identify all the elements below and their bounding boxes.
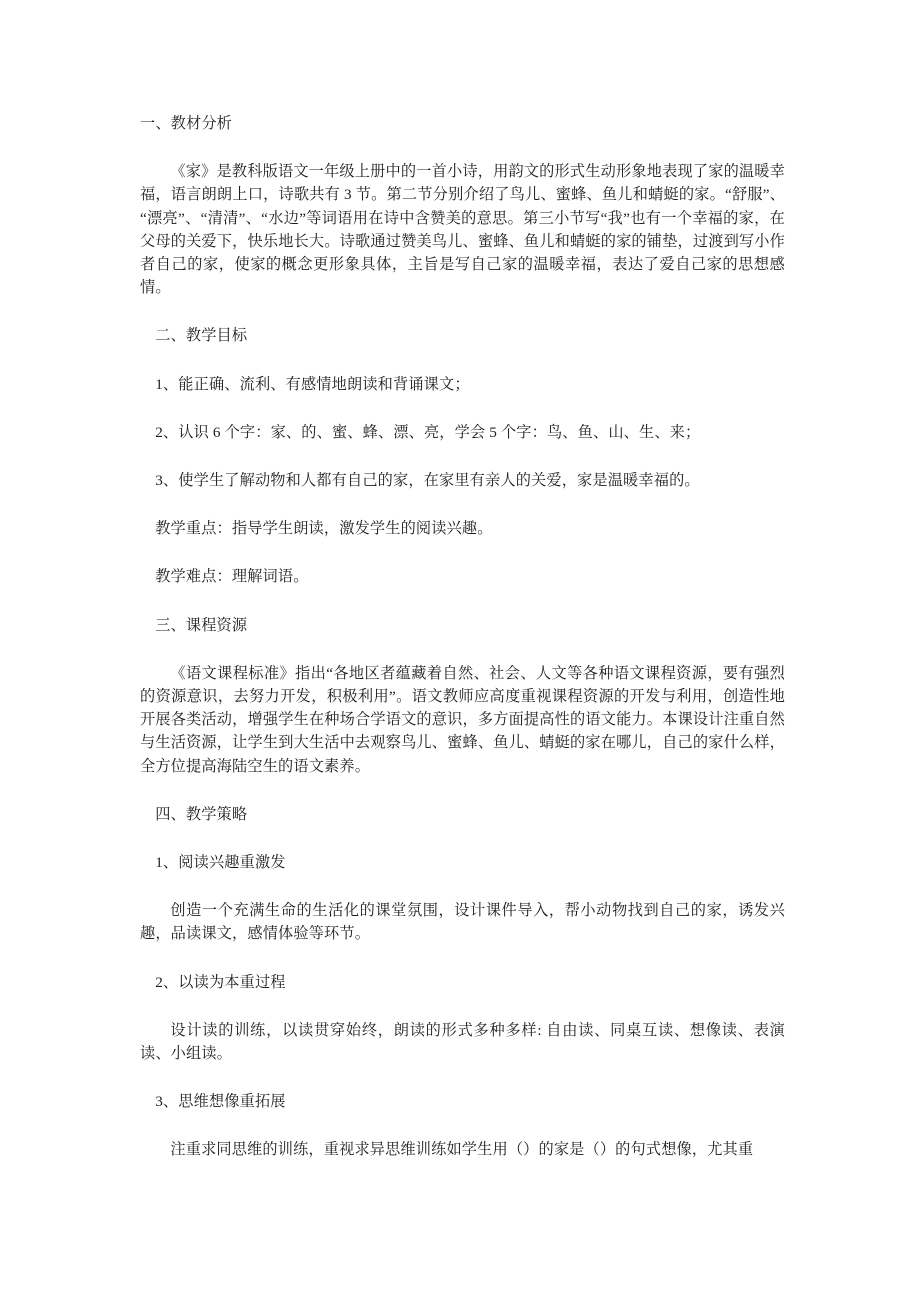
strategy-item-1-body: 创造一个充满生命的生活化的课堂氛围，设计课件导入，帮小动物找到自己的家，诱发兴趣，品读课文，感情体验等环节。 [140, 902, 785, 943]
section-heading-curriculum-resources: 三、课程资源 [155, 616, 248, 634]
strategy-item-2-title: 2、以读为本重过程 [155, 973, 286, 991]
strategy-item-3-title: 3、思维想像重拓展 [155, 1093, 286, 1111]
teaching-difficult-point: 教学难点：理解词语。 [155, 568, 309, 586]
document-body [140, 112, 785, 1187]
objective-item-3: 3、使学生了解动物和人都有自己的家，在家里有亲人的关爱，家是温暖幸福的。 [155, 472, 700, 490]
section-heading-teaching-strategies: 四、教学策略 [155, 805, 248, 823]
paragraph-curriculum-resources: 《语文课程标准》指出“各地区者蕴藏着自然、社会、人文等各种语文课程资源，要有强烈的资源意识，去努力开发，积极利用”。语文教师应高度重视课程资源的开发与利用，创造性地开展各类活动，增强学生在种场合学语文的意识，多方面提高性的语文能力。本课设计注重自然与生活资源，让学生到大生活中去观察鸟儿、蜜蜂、鱼儿、蜻蜓的家在哪儿，自己的家什么样，全方位提高海陆空生的语文素养。 [140, 664, 785, 775]
section-heading-teaching-material-analysis: 一、教材分析 [140, 115, 233, 132]
strategy-item-1-title: 1、阅读兴趣重激发 [155, 854, 286, 872]
strategy-item-3-body: 注重求同思维的训练，重视求异思维训练如学生用（）的家是（）的句式想像，尤其重 [170, 1141, 754, 1159]
objective-item-2: 2、认识 6 个字：家、的、蜜、蜂、漂、亮，学会 5 个字：鸟、鱼、山、生、来； [155, 423, 701, 441]
objective-item-1: 1、能正确、流利、有感情地朗读和背诵课文； [155, 375, 470, 393]
strategy-item-2-body: 设计读的训练，以读贯穿始终，朗读的形式多种多样: 自由读、同桌互读、想像读、表演读、小组读。 [140, 1021, 785, 1063]
paragraph-teaching-material-analysis: 《家》是教科版语文一年级上册中的一首小诗，用韵文的形式生动形象地表现了家的温暖幸福，语言朗朗上口，诗歌共有 3 节。第二节分别介绍了鸟儿、蜜蜂、鱼儿和蜻蜓的家。“舒服”、“漂亮”、“清清”、“水边”等词语用在诗中含赞美的意思。第三小节写“我”也有一个幸福的家，在父母的关爱下，快乐地长大。诗歌通过赞美鸟儿、蜜蜂、鱼儿和蜻蜓的家的铺垫，过渡到写小作者自己的家，使家的概念更形象具体，主旨是写自己家的温暖幸福，表达了爱自己家的思想感情。 [140, 163, 785, 297]
teaching-key-point: 教学重点：指导学生朗读，激发学生的阅读兴趣。 [155, 520, 493, 538]
section-heading-teaching-objectives: 二、教学目标 [155, 327, 248, 345]
